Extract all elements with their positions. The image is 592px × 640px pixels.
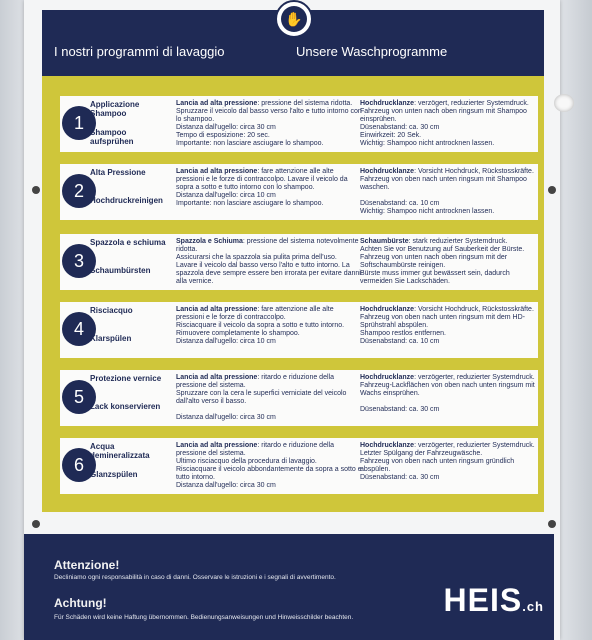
attention-text-de: Für Schäden wird keine Haftung übernommen. Bedienungsanweisungen und Hinweisschilder beachten. [54,614,354,621]
program-row [60,164,538,220]
program-names [90,168,168,205]
program-names [90,442,168,479]
program-text-it [176,306,362,346]
program-name-it: Applicazione Shampoo [90,100,140,118]
program-row [60,438,538,494]
program-text-de [360,442,538,482]
program-number: 3 [62,244,96,278]
wall-hole [554,94,574,112]
it-head: Lancia ad alta pressione [176,374,258,381]
program-names [90,238,168,275]
attention-text-it: Decliniamo ogni responsabilità in caso di danni. Osservare le istruzioni e i segnali di avvertimento. [54,574,336,581]
program-number: 6 [62,448,96,482]
title-italian: I nostri programmi di lavaggio [54,44,225,59]
it-head: Lancia ad alta pressione [176,100,258,107]
screw [32,520,40,528]
de-head: Hochdrucklanze [360,374,415,381]
program-number: 5 [62,380,96,414]
program-number: 4 [62,312,96,346]
program-text-it [176,442,362,491]
program-name-de: Hochdruckreinigen [90,196,163,205]
de-head: Schaumbürste [360,238,409,245]
program-row [60,302,538,358]
program-name-it: Acqua demineralizzata [90,442,150,460]
de-body: : verzögerter, reduzierter Systemdruck. Letzter Spülgang der Fahrzeugwäsche. Fahrzeug von oben nach unten ringsum gründlich abspülen. Düsenabstand: ca. 30 cm [360,442,535,482]
program-number: 1 [62,106,96,140]
brand-logo [444,582,544,619]
program-name-de: Shampoo aufsprühen [90,128,134,146]
programs-panel [42,76,544,512]
program-name-it: Alta Pressione [90,168,146,177]
program-names [90,306,168,343]
de-body: : stark reduzierter Systemdruck. Achten Sie vor Benutzung auf Sauberkeit der Bürste. Fahrzeug von unten nach oben ringsum mit der Softschaumbürste reinigen. Bürste muss immer gut bewässert sein, dadurch vermeiden Sie Lackschäden. [360,238,525,286]
program-text-it [176,238,362,287]
it-body: : ritardo e riduzione della pressione del sistema. Ultimo risciacquo della procedura di lavaggio. Risciacquare il veicolo abbondantemente da sopra a sotto e tutto intorno. Distanza dall'ugello: circa 30 cm [176,442,362,490]
de-head: Hochdrucklanze [360,100,415,107]
screw [548,520,556,528]
title-german: Unsere Waschprogramme [296,44,448,59]
program-text-de [360,238,538,287]
it-body: : fare attenzione alle alte pressioni e le forze di contraccolpo. Lavare il veicolo da sopra a sotto e tutto intorno con lo shampoo. Distanza dall'ugello: circa 10 cm Importante: non lasciare asciugare lo shampoo. [176,168,348,208]
brand-suffix: .ch [522,599,544,614]
program-name-it: Risciacquo [90,306,133,315]
sign-footer [24,534,554,640]
de-body: : verzögert, reduzierter Systemdruck. Fahrzeug von unten nach oben ringsum mit Shampoo einsprühen. Düsenabstand: ca. 30 cm Einwirkzeit: 20 Sek. Wichtig: Shampoo nicht antrocknen lassen. [360,100,529,148]
attention-heading-de: Achtung! [54,596,107,610]
program-number: 2 [62,174,96,208]
de-body: : Vorsicht Hochdruck, Rückstosskräfte. Fahrzeug von oben nach unten ringsum mit Shampoo waschen. Düsenabstand: ca. 10 cm Wichtig: Shampoo nicht antrocknen lassen. [360,168,534,216]
program-names [90,374,168,411]
program-name-it: Protezione vernice [90,374,162,383]
program-name-de: Glanzspülen [90,470,138,479]
program-text-de [360,168,538,217]
program-row [60,96,538,152]
program-text-it [176,374,362,423]
screw [548,186,556,194]
hand-spray-icon: ✋ [281,6,307,32]
de-head: Hochdrucklanze [360,306,415,313]
de-body: : verzögerter, reduzierter Systemdruck. Fahrzeug-Lackflächen von oben nach unten ringsum mit Wachs einsprühen. Düsenabstand: ca. 30 cm [360,374,535,414]
it-body: : pressione del sistema notevolmente ridotta. Assicurarsi che la spazzola sia pulita prima dell'uso. Lavare il veicolo dal basso verso l'alto e tutto intorno. La spazzola deve sempre essere ben irrorata per evitare danni alla vernice. [176,238,361,286]
it-body: : fare attenzione alle alte pressioni e le forze di contraccolpo. Risciacquare il veicolo da sopra a sotto e tutto intorno. Rimuovere completamente lo shampoo. Distanza dall'ugello: circa 10 cm [176,306,345,346]
program-text-de [360,306,538,346]
program-name-de: Lack konservieren [90,402,161,411]
screw [32,186,40,194]
program-text-it [176,100,362,149]
program-name-de: Klarspülen [90,334,132,343]
program-names [90,100,168,146]
de-head: Hochdrucklanze [360,442,415,449]
de-body: : Vorsicht Hochdruck, Rückstosskräfte. Fahrzeug von oben nach unten ringsum mit dem HD-Sprühstrahl abspülen. Shampoo restlos entfernen. Düsenabstand: ca. 10 cm [360,306,534,346]
it-head: Lancia ad alta pressione [176,442,258,449]
it-head: Spazzola e Schiuma [176,238,243,245]
program-text-de [360,374,538,414]
program-row [60,370,538,426]
program-text-de [360,100,538,149]
it-body: : ritardo e riduzione della pressione del sistema. Spruzzare con la cera le superfici verniciate del veicolo dall'alto verso il basso. Distanza dall'ugello: circa 30 cm [176,374,347,422]
attention-heading-it: Attenzione! [54,558,120,572]
program-name-it: Spazzola e schiuma [90,238,166,247]
it-head: Lancia ad alta pressione [176,306,258,313]
de-head: Hochdrucklanze [360,168,415,175]
brand-name: HEIS [443,582,523,618]
it-body: : pressione del sistema ridotta. Spruzzare il veicolo dal basso verso l'alto e tutto intorno con lo shampoo. Distanza dall'ugello: circa 30 cm Tempo di esposizione: 20 sec. Importante: non lasciare asciugare lo shampoo. [176,100,362,148]
program-name-de: Schaumbürsten [90,266,151,275]
it-head: Lancia ad alta pressione [176,168,258,175]
program-row [60,234,538,290]
program-text-it [176,168,362,208]
logo-badge [275,0,313,38]
